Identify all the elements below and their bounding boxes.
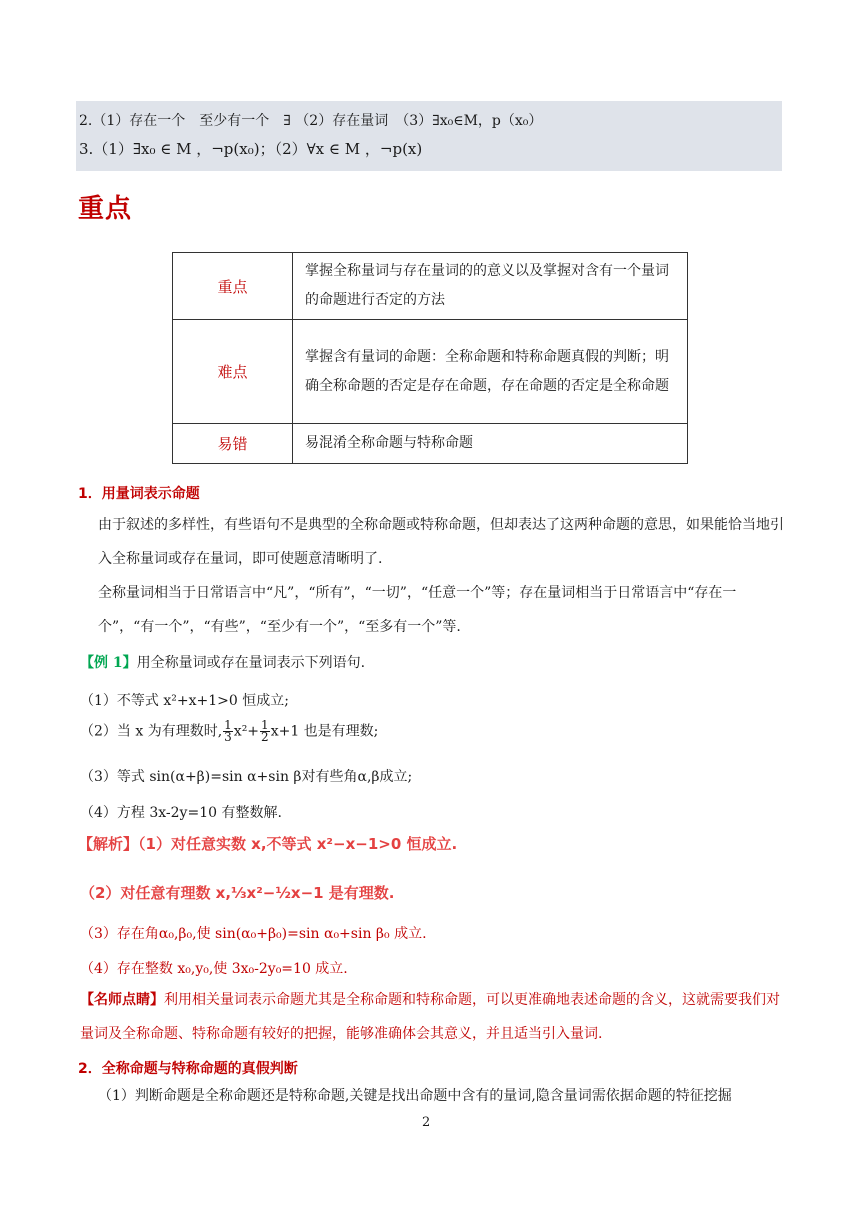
- teacher-note-tag: 【名师点睛】: [80, 992, 164, 1008]
- section-2-para-1: （1）判断命题是全称命题还是特称命题,关键是找出命题中含有的量词,隐含量词需依据命题的特征挖掘: [98, 1088, 732, 1104]
- fraction-one-half: $\frac{1}{2}$: [261, 718, 269, 744]
- row-label: 易错: [173, 424, 293, 464]
- example-prompt: 用全称量词或存在量词表示下列语句.: [136, 655, 366, 671]
- row-content: 掌握含有量词的命题：全称命题和特称命题真假的判断；明确全称命题的否定是存在命题，存在命题的否定是全称命题: [293, 320, 688, 424]
- solution-line-3: （3）存在角α₀,β₀,使 sin(α₀+β₀)=sin α₀+sin β₀ 成立.: [80, 926, 427, 942]
- row-content: 易混淆全称命题与特称命题: [293, 424, 688, 464]
- section-2-title: 2．全称命题与特称命题的真假判断: [78, 1061, 298, 1077]
- row-label: 难点: [173, 320, 293, 424]
- page-heading: 重点: [78, 194, 133, 224]
- item2-text-a: （2）当 x 为有理数时,: [80, 723, 223, 740]
- summary-box: [76, 101, 782, 171]
- teacher-note: [80, 983, 786, 1051]
- page-number: 2: [422, 1115, 431, 1130]
- summary-line-1: 2.（1）存在一个 至少有一个 ∃ （2）存在量词 （3）∃x₀∈M，p（x₀）: [79, 113, 543, 129]
- row-content: 掌握全称量词与存在量词的的意义以及掌握对含有一个量词的命题进行否定的方法: [293, 253, 688, 320]
- solution-line-4: （4）存在整数 x₀,y₀,使 3x₀-2y₀=10 成立.: [80, 961, 348, 977]
- section-1-para-2: 全称量词相当于日常语言中“凡”，“所有”，“一切”，“任意一个”等；存在量词相当于日常语言中“存在一个”，“有一个”，“有些”，“至少有一个”，“至多有一个”等.: [98, 585, 737, 635]
- example-item-1: （1）不等式 x²+x+1>0 恒成立;: [80, 693, 289, 709]
- summary-line-2: 3.（1）∃x₀ ∈ M ，¬p(x₀)；（2）∀x ∈ M ，¬p(x): [79, 140, 423, 158]
- table-row: [173, 424, 688, 464]
- example-tag: 【例 1】: [80, 655, 137, 671]
- section-1-title: 1．用量词表示命题: [78, 486, 200, 502]
- example-item-4: （4）方程 3x-2y=10 有整数解.: [80, 805, 282, 821]
- solution-line-2: （2）对任意有理数 x,⅓x²−½x−1 是有理数.: [80, 884, 395, 902]
- table-row: [173, 320, 688, 424]
- example-item-3: （3）等式 sin(α+β)=sin α+sin β对有些角α,β成立;: [80, 769, 413, 785]
- key-points-table: [172, 252, 688, 464]
- example-1-heading: [80, 652, 365, 672]
- section-1-para-1: 由于叙述的多样性，有些语句不是典型的全称命题或特称命题，但却表达了这两种命题的意思，如果能恰当地引入全称量词或存在量词，即可使题意清晰明了.: [98, 517, 784, 567]
- item2-text-c: x+1 也是有理数;: [270, 723, 379, 740]
- teacher-note-text: 利用相关量词表示命题尤其是全称命题和特称命题，可以更准确地表述命题的含义，这就需要我们对量词及全称命题、特称命题有较好的把握，能够准确体会其意义，并且适当引入量词.: [80, 992, 780, 1042]
- solution-line-1: 【解析】（1）对任意实数 x,不等式 x²−x−1>0 恒成立.: [78, 835, 458, 853]
- row-label: 重点: [173, 253, 293, 320]
- item2-text-b: x²+: [233, 723, 260, 740]
- fraction-one-third: $\frac{1}{3}$: [224, 718, 232, 744]
- example-item-2: [80, 720, 378, 743]
- table-row: [173, 253, 688, 320]
